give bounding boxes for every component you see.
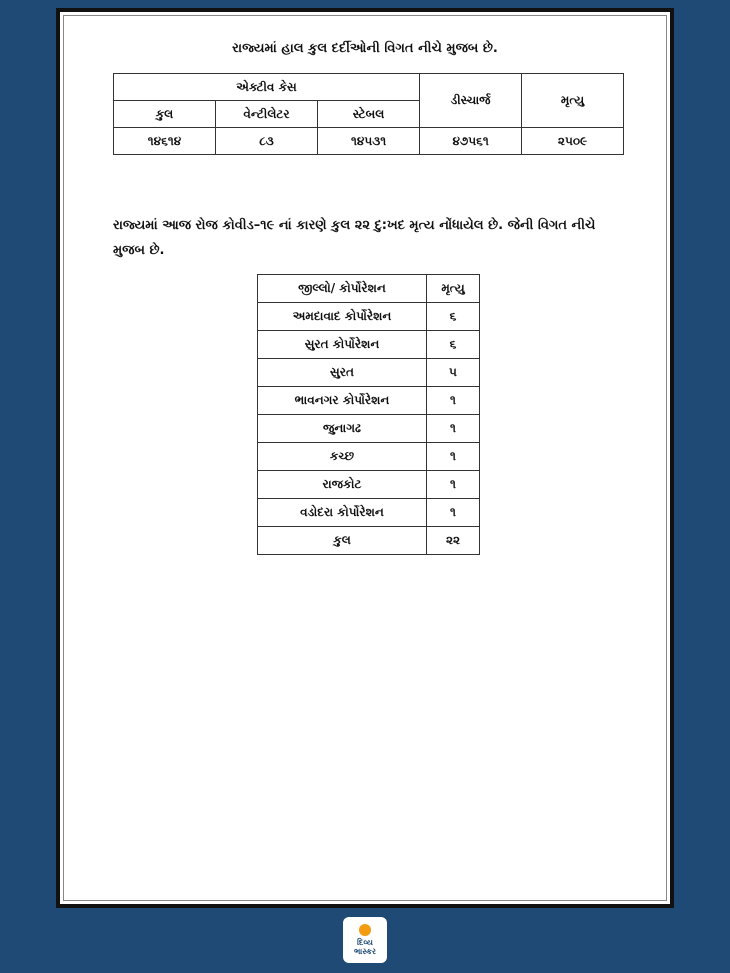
logo-line1: દિવ્ય <box>357 938 373 947</box>
header-discharge: ડીસ્ચાર્જ <box>420 74 522 128</box>
table-row <box>258 359 480 387</box>
header-total: કુલ <box>114 101 216 128</box>
header-ventilator: વેન્ટીલેટર <box>215 101 317 128</box>
header-district: જીલ્લો/ કોર્પોરેશન <box>258 275 427 303</box>
value-total: ૧૪૬૧૪ <box>114 128 216 155</box>
district-name: અમદાવાદ કોર્પોરેશન <box>258 303 427 331</box>
heading-patients: રાજ્યમાં હાલ કુલ દર્દીઓની વિગત નીચે મુજબ છે. <box>232 41 498 56</box>
district-deaths-table <box>257 274 480 555</box>
death-count: ૬ <box>427 303 480 331</box>
document-frame <box>56 8 674 908</box>
district-name: ભાવનગર કોર્પોરેશન <box>258 387 427 415</box>
header-deaths: મૃત્યુ <box>522 74 624 128</box>
district-name: સુરત <box>258 359 427 387</box>
death-count: ૫ <box>427 359 480 387</box>
table-row <box>258 331 480 359</box>
table-row <box>258 443 480 471</box>
divya-bhaskar-logo <box>343 917 387 963</box>
district-name: કચ્છ <box>258 443 427 471</box>
table-row <box>258 415 480 443</box>
district-name: સુરત કોર્પોરેશન <box>258 331 427 359</box>
table-row <box>258 471 480 499</box>
table-row-total <box>258 527 480 555</box>
table-row <box>258 303 480 331</box>
deaths-paragraph: રાજ્યમાં આજ રોજ કોવીડ–૧૯ નાં કારણે કુલ ૨૨ દુ:ખદ મૃત્ય નોંધાયેલ છે. જેની વિગત નીચે મુજબ છે. <box>113 218 596 258</box>
value-discharge: ૪૭૫૬૧ <box>420 128 522 155</box>
district-name: રાજકોટ <box>258 471 427 499</box>
header-active-cases: એક્ટીવ કેસ <box>114 74 420 101</box>
district-name: વડોદરા કોર્પોરેશન <box>258 499 427 527</box>
header-stable: સ્ટેબલ <box>318 101 420 128</box>
value-stable: ૧૪૫૩૧ <box>318 128 420 155</box>
death-count: ૧ <box>427 387 480 415</box>
table-row <box>114 128 624 155</box>
sun-icon <box>359 924 371 936</box>
total-count: ૨૨ <box>427 527 480 555</box>
table-row <box>258 499 480 527</box>
total-label: કુલ <box>258 527 427 555</box>
death-count: ૧ <box>427 443 480 471</box>
death-count: ૧ <box>427 415 480 443</box>
table-row <box>258 387 480 415</box>
district-name: જુનાગઢ <box>258 415 427 443</box>
death-count: ૬ <box>427 331 480 359</box>
document-page <box>60 12 670 904</box>
header-deaths: મૃત્યુ <box>427 275 480 303</box>
death-count: ૧ <box>427 471 480 499</box>
logo-line2: ભાસ્કર <box>353 947 377 956</box>
value-deaths: ૨૫૦૯ <box>522 128 624 155</box>
death-count: ૧ <box>427 499 480 527</box>
active-cases-table <box>113 73 624 155</box>
value-ventilator: ૮૩ <box>215 128 317 155</box>
